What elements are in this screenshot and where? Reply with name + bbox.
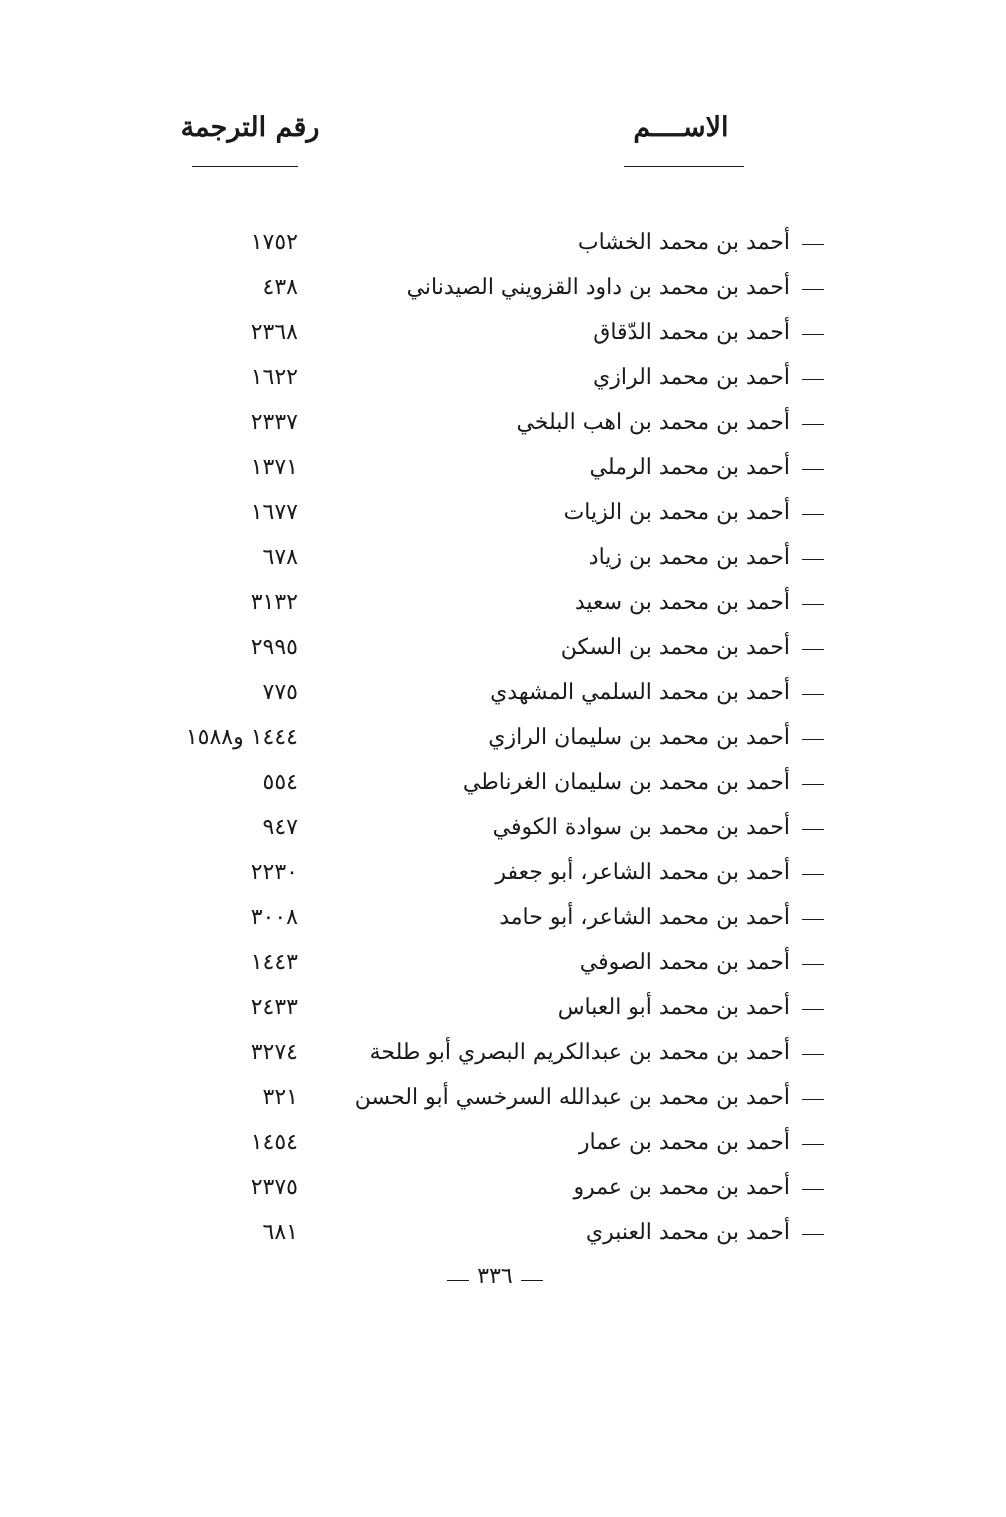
- entry-name: أحمد بن محمد بن سليمان الغرناطي: [462, 770, 790, 795]
- list-item: [0, 312, 1006, 357]
- entry-name: أحمد بن محمد بن سليمان الرازي: [488, 725, 790, 750]
- entry-number: ٢٣٣٧: [250, 410, 298, 435]
- entry-dash: [802, 316, 824, 335]
- entry-number: ٢٢٣٠: [250, 860, 298, 885]
- entry-name: أحمد بن محمد بن عمار: [578, 1130, 790, 1155]
- entry-number: ١٤٤٣: [250, 950, 298, 975]
- entry-number: ٣٠٠٨: [250, 905, 298, 930]
- entry-number: ٢٩٩٥: [250, 635, 298, 660]
- entry-name: أحمد بن محمد بن اهب البلخي: [516, 410, 790, 435]
- entry-dash: [802, 946, 824, 965]
- entry-dash: [802, 1171, 824, 1190]
- entry-number: ١٦٢٢: [250, 365, 298, 390]
- entry-number: ٢٣٦٨: [250, 320, 298, 345]
- entry-name: أحمد بن محمد الشاعر، أبو حامد: [499, 905, 790, 930]
- entry-name: أحمد بن محمد الدّقاق: [593, 320, 790, 345]
- entry-name: أحمد بن محمد بن السكن: [560, 635, 790, 660]
- entry-dash: [802, 1081, 824, 1100]
- entry-number: ٩٤٧: [262, 815, 298, 840]
- entry-number: ٤٣٨: [262, 275, 298, 300]
- entry-dash: [802, 766, 824, 785]
- entry-number: ٧٧٥: [262, 680, 298, 705]
- list-item: [0, 942, 1006, 987]
- entry-dash: [802, 226, 824, 245]
- list-item: [0, 672, 1006, 717]
- list-item: [0, 537, 1006, 582]
- list-item: [0, 1122, 1006, 1167]
- entry-name: أحمد بن محمد العنبري: [585, 1220, 790, 1245]
- entry-dash: [802, 991, 824, 1010]
- entry-number: ١٣٧١: [250, 455, 298, 480]
- list-item: [0, 357, 1006, 402]
- footer-dash-right: [521, 1264, 543, 1281]
- entry-number: ٦٧٨: [262, 545, 298, 570]
- entry-dash: [802, 1126, 824, 1145]
- list-item: [0, 717, 1006, 762]
- entry-dash: [802, 271, 824, 290]
- entry-dash: [802, 901, 824, 920]
- entry-number: ٣١٣٢: [250, 590, 298, 615]
- name-column-header: الاســــم: [633, 112, 729, 143]
- list-item: [0, 267, 1006, 312]
- entry-number: ٦٨١: [262, 1220, 298, 1245]
- entry-name: أحمد بن محمد الرازي: [593, 365, 790, 390]
- entry-dash: [802, 631, 824, 650]
- entry-name: أحمد بن محمد بن عمرو: [573, 1175, 790, 1200]
- entry-number: ٣٢٧٤: [250, 1040, 298, 1065]
- list-item: [0, 447, 1006, 492]
- entries-list: [0, 222, 1006, 1257]
- entry-number: ١٧٥٢: [250, 230, 298, 255]
- entry-dash: [802, 451, 824, 470]
- entry-number: ٢٣٧٥: [250, 1175, 298, 1200]
- entry-name: أحمد بن محمد أبو العباس: [557, 995, 790, 1020]
- entry-name: أحمد بن محمد الخشاب: [577, 230, 790, 255]
- entry-name: أحمد بن محمد الصوفي: [579, 950, 790, 975]
- entry-dash: [802, 721, 824, 740]
- entry-dash: [802, 1036, 824, 1055]
- list-item: [0, 1077, 1006, 1122]
- entry-name: أحمد بن محمد بن زياد: [588, 545, 790, 570]
- list-item: [0, 852, 1006, 897]
- list-item: [0, 807, 1006, 852]
- entry-dash: [802, 496, 824, 515]
- entry-number: ١٤٤٤ و١٥٨٨: [185, 725, 298, 750]
- list-item: [0, 222, 1006, 267]
- list-item: [0, 402, 1006, 447]
- list-item: [0, 627, 1006, 672]
- list-item: [0, 897, 1006, 942]
- name-header-underline: [624, 166, 744, 167]
- list-item: [0, 1032, 1006, 1077]
- entry-number: ٥٥٤: [262, 770, 298, 795]
- entry-dash: [802, 361, 824, 380]
- entry-name: أحمد بن محمد بن عبدالكريم البصري أبو طلحة: [369, 1040, 790, 1065]
- page-number-footer: [420, 1264, 570, 1289]
- entry-name: أحمد بن محمد السلمي المشهدي: [490, 680, 790, 705]
- page-number: ٣٣٦: [477, 1264, 513, 1289]
- entry-dash: [802, 406, 824, 425]
- entry-dash: [802, 856, 824, 875]
- entry-name: أحمد بن محمد الرملي: [589, 455, 790, 480]
- entry-name: أحمد بن محمد بن عبدالله السرخسي أبو الحسن: [354, 1085, 790, 1110]
- entry-name: أحمد بن محمد بن داود القزويني الصيدناني: [406, 275, 790, 300]
- entry-name: أحمد بن محمد بن سعيد: [574, 590, 790, 615]
- entry-number: ١٤٥٤: [250, 1130, 298, 1155]
- entry-dash: [802, 1216, 824, 1235]
- entry-dash: [802, 541, 824, 560]
- entry-name: أحمد بن محمد بن الزيات: [563, 500, 790, 525]
- list-item: [0, 1167, 1006, 1212]
- footer-dash-left: [447, 1264, 469, 1281]
- entry-dash: [802, 586, 824, 605]
- entry-number: ٣٢١: [262, 1085, 298, 1110]
- list-item: [0, 582, 1006, 627]
- list-item: [0, 1212, 1006, 1257]
- entry-name: أحمد بن محمد بن سوادة الكوفي: [492, 815, 790, 840]
- list-item: [0, 987, 1006, 1032]
- entry-number: ١٦٧٧: [250, 500, 298, 525]
- entry-name: أحمد بن محمد الشاعر، أبو جعفر: [495, 860, 790, 885]
- list-item: [0, 492, 1006, 537]
- entry-dash: [802, 676, 824, 695]
- number-header-underline: [192, 166, 298, 167]
- list-item: [0, 762, 1006, 807]
- number-column-header: رقم الترجمة: [180, 112, 320, 143]
- entry-dash: [802, 811, 824, 830]
- entry-number: ٢٤٣٣: [250, 995, 298, 1020]
